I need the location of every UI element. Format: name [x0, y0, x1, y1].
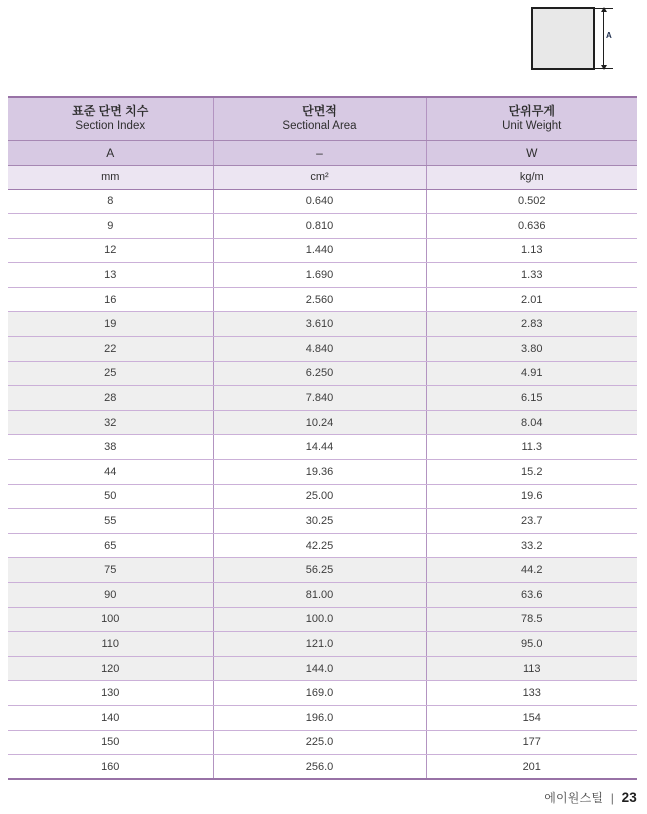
table-row	[8, 189, 637, 214]
table-row	[8, 705, 637, 730]
sectional-area-cell: 1.440	[213, 238, 426, 263]
table-header	[8, 97, 637, 189]
table-row	[8, 632, 637, 657]
table-row	[8, 238, 637, 263]
header-symbol-row	[8, 140, 637, 165]
header-title-row	[8, 97, 637, 140]
sectional-area-cell: 19.36	[213, 460, 426, 485]
table-row	[8, 509, 637, 534]
unit-weight-cell: 0.636	[426, 214, 637, 239]
header-unit-weight-en: Unit Weight	[502, 120, 562, 133]
section-index-cell: 25	[8, 361, 213, 386]
sectional-area-cell: 144.0	[213, 656, 426, 681]
table-row	[8, 312, 637, 337]
unit-weight-cell: 1.33	[426, 263, 637, 288]
section-index-cell: 12	[8, 238, 213, 263]
section-index-cell: 50	[8, 484, 213, 509]
unit-weight-cell: 154	[426, 705, 637, 730]
sectional-area-cell: 196.0	[213, 705, 426, 730]
table-row	[8, 410, 637, 435]
table-row	[8, 214, 637, 239]
page-number: 23	[621, 790, 637, 805]
sectional-area-cell: 121.0	[213, 632, 426, 657]
header-sectional-area-en: Sectional Area	[282, 120, 357, 133]
sectional-area-cell: 100.0	[213, 607, 426, 632]
unit-weight-cell: 15.2	[426, 460, 637, 485]
section-index-cell: 38	[8, 435, 213, 460]
unit-weight-cell: 95.0	[426, 632, 637, 657]
section-index-cell: 55	[8, 509, 213, 534]
unit-sectional-area: cm²	[213, 165, 426, 189]
sectional-area-cell: 10.24	[213, 410, 426, 435]
sectional-area-cell: 6.250	[213, 361, 426, 386]
section-index-cell: 160	[8, 755, 213, 780]
header-unit-row	[8, 165, 637, 189]
header-section-index	[8, 97, 213, 140]
sectional-area-cell: 42.25	[213, 533, 426, 558]
table-row	[8, 558, 637, 583]
unit-weight-cell: 44.2	[426, 558, 637, 583]
section-index-cell: 100	[8, 607, 213, 632]
sectional-area-cell: 2.560	[213, 287, 426, 312]
sectional-area-cell: 30.25	[213, 509, 426, 534]
unit-weight-cell: 133	[426, 681, 637, 706]
table-row	[8, 755, 637, 780]
symbol-sectional-area: –	[213, 140, 426, 165]
unit-weight-cell: 2.83	[426, 312, 637, 337]
sectional-area-cell: 3.610	[213, 312, 426, 337]
section-index-cell: 16	[8, 287, 213, 312]
square-section-shape	[531, 7, 595, 70]
table-row	[8, 681, 637, 706]
section-index-cell: 44	[8, 460, 213, 485]
section-index-cell: 8	[8, 189, 213, 214]
table-body	[8, 189, 637, 779]
header-unit-weight	[426, 97, 637, 140]
header-section-index-ko: 표준 단면 치수	[72, 103, 149, 118]
sectional-area-cell: 25.00	[213, 484, 426, 509]
unit-weight-cell: 11.3	[426, 435, 637, 460]
table-row	[8, 484, 637, 509]
sectional-area-cell: 0.640	[213, 189, 426, 214]
page-footer	[337, 789, 637, 806]
sectional-area-cell: 256.0	[213, 755, 426, 780]
section-index-cell: 22	[8, 337, 213, 362]
section-index-cell: 130	[8, 681, 213, 706]
table-row	[8, 583, 637, 608]
footer-separator: |	[610, 791, 615, 805]
table-row	[8, 435, 637, 460]
unit-weight-cell: 19.6	[426, 484, 637, 509]
unit-weight-cell: 78.5	[426, 607, 637, 632]
section-index-cell: 19	[8, 312, 213, 337]
dimension-arrow-line	[603, 10, 604, 67]
table-row	[8, 656, 637, 681]
dimension-label: A	[606, 31, 612, 40]
sectional-area-cell: 14.44	[213, 435, 426, 460]
symbol-section-index: A	[8, 140, 213, 165]
section-index-cell: 90	[8, 583, 213, 608]
unit-weight-cell: 8.04	[426, 410, 637, 435]
unit-weight-cell: 113	[426, 656, 637, 681]
table-row	[8, 337, 637, 362]
table-row	[8, 361, 637, 386]
unit-weight-cell: 63.6	[426, 583, 637, 608]
sectional-area-cell: 169.0	[213, 681, 426, 706]
unit-weight-cell: 1.13	[426, 238, 637, 263]
table-row	[8, 730, 637, 755]
section-index-cell: 32	[8, 410, 213, 435]
section-spec-table	[8, 96, 637, 780]
unit-weight-cell: 177	[426, 730, 637, 755]
section-index-cell: 140	[8, 705, 213, 730]
section-index-cell: 150	[8, 730, 213, 755]
unit-weight-cell: 23.7	[426, 509, 637, 534]
table-row	[8, 533, 637, 558]
unit-weight-cell: 6.15	[426, 386, 637, 411]
unit-weight-cell: 2.01	[426, 287, 637, 312]
section-index-cell: 110	[8, 632, 213, 657]
section-index-cell: 28	[8, 386, 213, 411]
cross-section-diagram	[520, 0, 647, 90]
unit-weight-cell: 201	[426, 755, 637, 780]
symbol-unit-weight: W	[426, 140, 637, 165]
sectional-area-cell: 81.00	[213, 583, 426, 608]
table-row	[8, 607, 637, 632]
unit-weight-cell: 4.91	[426, 361, 637, 386]
unit-weight-cell: 3.80	[426, 337, 637, 362]
section-index-cell: 9	[8, 214, 213, 239]
table-row	[8, 263, 637, 288]
unit-weight-cell: 33.2	[426, 533, 637, 558]
sectional-area-cell: 4.840	[213, 337, 426, 362]
sectional-area-cell: 0.810	[213, 214, 426, 239]
header-section-index-en: Section Index	[75, 120, 146, 133]
table-row	[8, 386, 637, 411]
sectional-area-cell: 1.690	[213, 263, 426, 288]
section-index-cell: 13	[8, 263, 213, 288]
unit-unit-weight: kg/m	[426, 165, 637, 189]
section-index-cell: 75	[8, 558, 213, 583]
section-index-cell: 120	[8, 656, 213, 681]
header-unit-weight-ko: 단위무게	[508, 103, 555, 118]
header-sectional-area	[213, 97, 426, 140]
unit-section-index: mm	[8, 165, 213, 189]
sectional-area-cell: 7.840	[213, 386, 426, 411]
header-sectional-area-ko: 단면적	[302, 103, 337, 118]
unit-weight-cell: 0.502	[426, 189, 637, 214]
table-row	[8, 287, 637, 312]
table-row	[8, 460, 637, 485]
brand-name: 에이원스틸	[544, 791, 604, 805]
sectional-area-cell: 225.0	[213, 730, 426, 755]
section-index-cell: 65	[8, 533, 213, 558]
sectional-area-cell: 56.25	[213, 558, 426, 583]
